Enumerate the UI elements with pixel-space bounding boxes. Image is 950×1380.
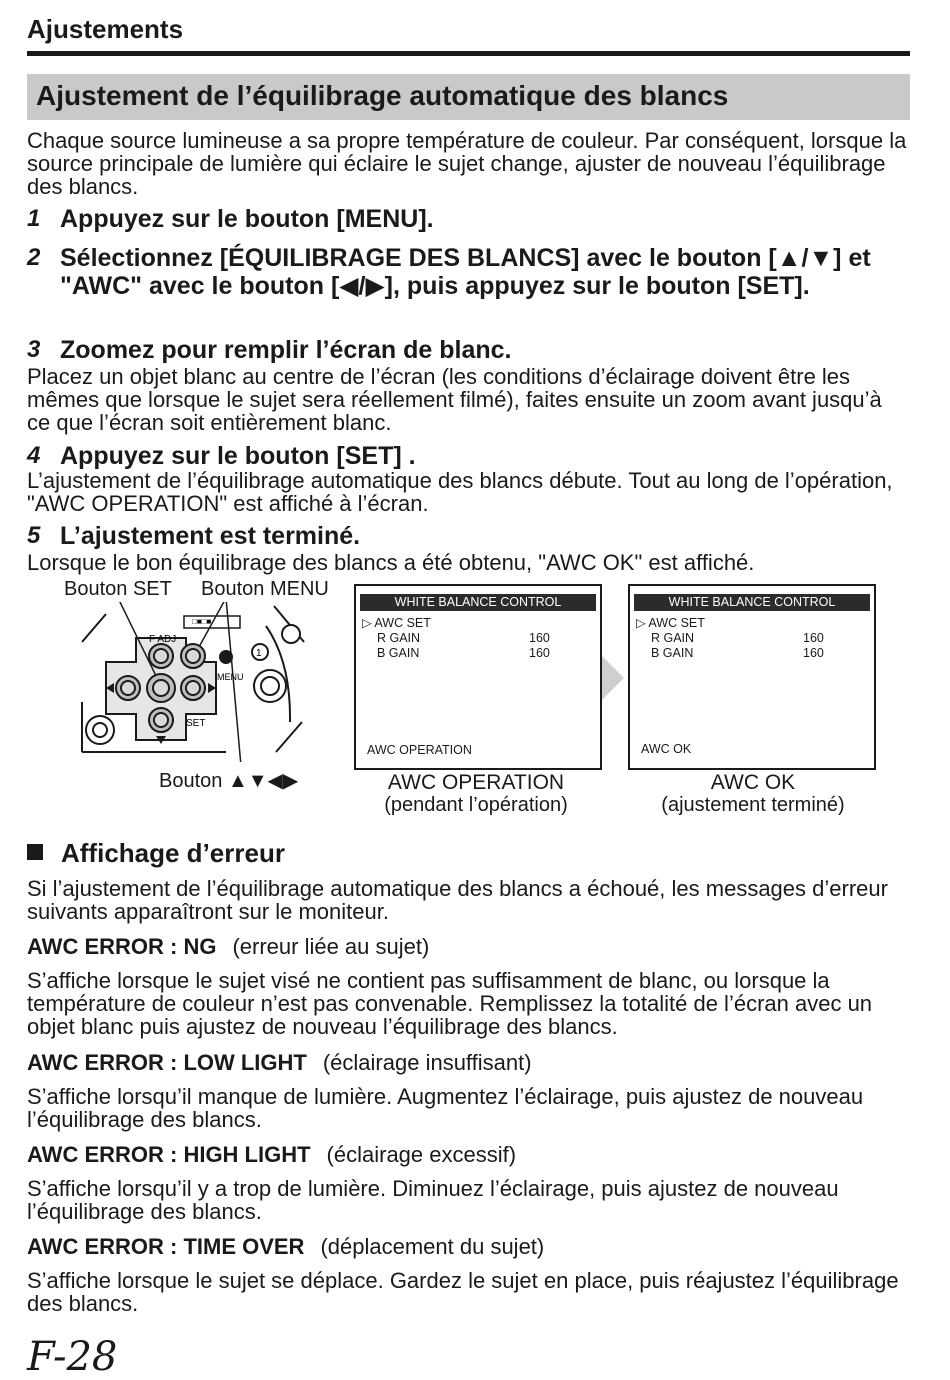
r-gain-value: 160 bbox=[529, 631, 550, 645]
screen-awc-ok bbox=[628, 584, 876, 770]
screen-header: WHITE BALANCE CONTROL bbox=[360, 594, 596, 611]
error-section-heading bbox=[27, 838, 285, 869]
error-body-time-over: S’affiche lorsque le sujet se déplace. Gardez le sujet en place, puis réajustez l’équilibrage des blancs. bbox=[27, 1268, 899, 1316]
menu-item-awc-set: ▷ AWC SET bbox=[362, 616, 431, 630]
square-bullet-icon bbox=[27, 844, 43, 860]
page-title: Ajustement de l’équilibrage automatique des blancs bbox=[36, 80, 729, 111]
header-rule bbox=[27, 51, 910, 56]
b-gain-value: 160 bbox=[529, 646, 550, 660]
error-desc: (éclairage insuffisant) bbox=[322, 1050, 532, 1075]
step-title: Appuyez sur le bouton [MENU]. bbox=[60, 205, 434, 233]
screen-awc-operation bbox=[354, 584, 602, 770]
step-number: 1 bbox=[27, 205, 41, 232]
error-code-low-light bbox=[27, 1050, 532, 1076]
error-code: AWC ERROR : TIME OVER bbox=[27, 1234, 305, 1259]
step-title: Zoomez pour remplir l’écran de blanc. bbox=[60, 336, 512, 364]
error-body-high-light: S’affiche lorsqu’il y a trop de lumière. Diminuez l’éclairage, puis ajustez de nouveau l’équilibrage des blancs. bbox=[27, 1176, 839, 1224]
step-5-body: Lorsque le bon équilibrage des blancs a été obtenu, "AWC OK" est affiché. bbox=[27, 550, 755, 575]
set-small-label: SET bbox=[186, 718, 206, 729]
step-number: 4 bbox=[27, 442, 41, 469]
r-gain-label: R GAIN bbox=[651, 631, 695, 645]
caption-title: AWC OPERATION bbox=[387, 771, 565, 794]
fadj-label: F ADJ bbox=[149, 634, 177, 645]
error-code-time-over bbox=[27, 1234, 544, 1260]
caption-subtitle: (pendant l’opération) bbox=[384, 794, 568, 816]
error-code-ng bbox=[27, 934, 429, 960]
caption-title: AWC OK bbox=[710, 771, 796, 794]
caption-subtitle: (ajustement terminé) bbox=[661, 794, 845, 816]
error-body-low-light: S’affiche lorsqu’il manque de lumière. Augmentez l’éclairage, puis ajustez de nouveau l’équilibrage des blancs. bbox=[27, 1084, 864, 1132]
camera-control-panel bbox=[76, 602, 306, 762]
error-body-ng: S’affiche lorsque le sujet visé ne contient pas suffisamment de blanc, ou lorsque la température de couleur n’est pas convenable. Remplissez la totalité de l’écran avec un objet blanc puis ajustez de nouveau l’équilibrage des blancs. bbox=[27, 968, 873, 1039]
page-number: F-28 bbox=[27, 1334, 118, 1380]
error-code: AWC ERROR : LOW LIGHT bbox=[27, 1050, 307, 1075]
one-label: 1 bbox=[256, 648, 262, 659]
error-desc: (déplacement du sujet) bbox=[320, 1234, 545, 1259]
menu-small-label: MENU bbox=[217, 672, 244, 682]
caption-awc-operation bbox=[336, 772, 616, 816]
label-set-button: Bouton SET bbox=[64, 578, 172, 600]
step-title: Sélectionnez [ÉQUILIBRAGE DES BLANCS] avec le bouton [▲/▼] et "AWC" avec le bouton [◀/▶], puis appuyez sur le bouton [SET]. bbox=[60, 244, 871, 300]
step-number: 2 bbox=[27, 244, 41, 271]
error-heading-text: Affichage d’erreur bbox=[61, 838, 285, 868]
step-number: 3 bbox=[27, 336, 41, 363]
error-code: AWC ERROR : HIGH LIGHT bbox=[27, 1142, 311, 1167]
step-number: 5 bbox=[27, 522, 41, 549]
step-4-body: L’ajustement de l’équilibrage automatique des blancs débute. Tout au long de l’opération, "AWC OPERATION" est affiché à l’écran. bbox=[27, 468, 893, 516]
error-intro: Si l’ajustement de l’équilibrage automatique des blancs a échoué, les messages d’erreur suivants apparaîtront sur le moniteur. bbox=[27, 876, 888, 924]
screen-status: AWC OPERATION bbox=[367, 743, 472, 757]
error-code: AWC ERROR : NG bbox=[27, 934, 217, 959]
label-arrow-buttons: Bouton ▲▼◀▶ bbox=[159, 770, 299, 792]
screen-header: WHITE BALANCE CONTROL bbox=[634, 594, 870, 611]
screen-status: AWC OK bbox=[641, 742, 692, 756]
mode-icons: □■□■ bbox=[192, 617, 212, 626]
b-gain-label: B GAIN bbox=[377, 646, 420, 660]
error-desc: (éclairage excessif) bbox=[326, 1142, 517, 1167]
step-title: Appuyez sur le bouton [SET] . bbox=[60, 442, 416, 470]
next-arrow-icon bbox=[602, 656, 624, 700]
menu-item-awc-set: ▷ AWC SET bbox=[636, 616, 705, 630]
error-code-high-light bbox=[27, 1142, 516, 1168]
intro-text: Chaque source lumineuse a sa propre température de couleur. Par conséquent, lorsque la source principale de lumière qui éclaire le sujet change, ajuster de nouveau l’équilibrage des blancs. bbox=[27, 128, 907, 199]
b-gain-label: B GAIN bbox=[651, 646, 694, 660]
step-title: L’ajustement est terminé. bbox=[60, 522, 361, 550]
title-band bbox=[27, 74, 910, 120]
step-3-body: Placez un objet blanc au centre de l’écran (les conditions d’éclairage doivent être les mêmes que lorsque le sujet sera réellement filmé), faites ensuite un zoom avant jusqu’à ce que l’écran soit entièrement blanc. bbox=[27, 364, 882, 435]
error-desc: (erreur liée au sujet) bbox=[232, 934, 430, 959]
b-gain-value: 160 bbox=[803, 646, 824, 660]
caption-awc-ok bbox=[613, 772, 893, 816]
r-gain-label: R GAIN bbox=[377, 631, 421, 645]
r-gain-value: 160 bbox=[803, 631, 824, 645]
label-menu-button: Bouton MENU bbox=[201, 578, 329, 600]
section-heading: Ajustements bbox=[27, 14, 184, 44]
